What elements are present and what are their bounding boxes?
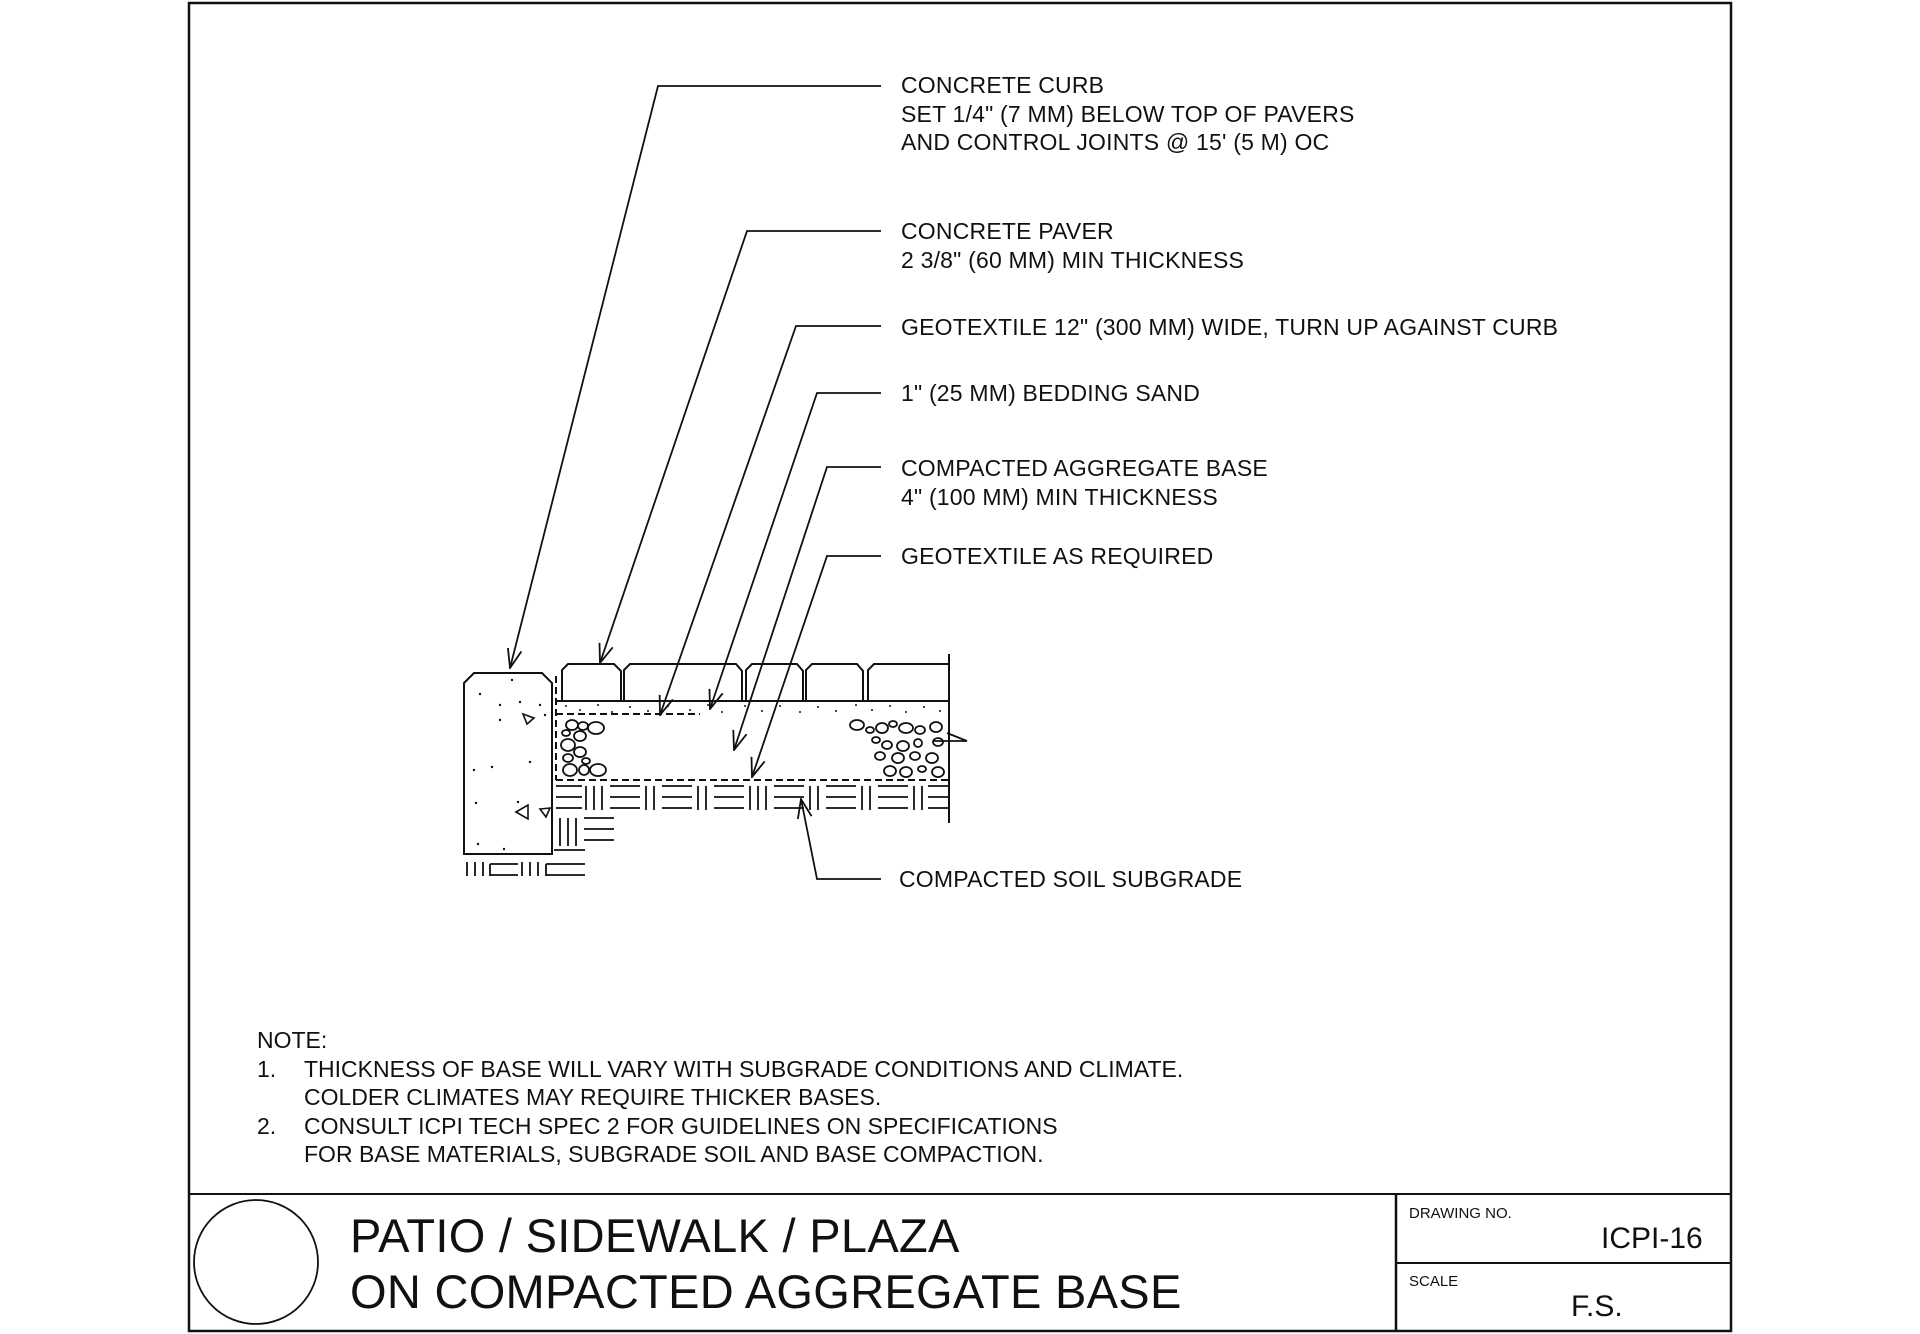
note-line: FOR BASE MATERIALS, SUBGRADE SOIL AND BASE COMPACTION. [304,1141,1044,1167]
callout-line: COMPACTED SOIL SUBGRADE [899,866,1243,892]
callout-bedding-sand [901,379,1200,408]
soil-hatch [467,786,949,876]
note-number: 1. [257,1055,277,1082]
callout-line: 2 3/8" (60 MM) MIN THICKNESS [901,246,1245,273]
scale-value: F.S. [1571,1290,1623,1323]
notes-section [257,1026,1183,1169]
callout-line: CONCRETE PAVER [901,218,1114,244]
leader-concrete-paver [600,231,881,663]
scale-label: SCALE [1409,1273,1459,1290]
drawing-number-value: ICPI-16 [1601,1222,1703,1255]
leader-aggregate-base [734,467,881,750]
note-line: THICKNESS OF BASE WILL VARY WITH SUBGRADE CONDITIONS AND CLIMATE. [304,1055,1184,1082]
leader-concrete-curb [510,86,881,668]
callout-line: CONCRETE CURB [901,72,1105,98]
detail-circle [194,1200,318,1324]
callout-line: GEOTEXTILE 12" (300 MM) WIDE, TURN UP AGAINST CURB [901,314,1559,340]
break-mark [934,733,967,741]
callout-line: SET 1/4" (7 MM) BELOW TOP OF PAVERS [901,100,1355,127]
drawing-title-line-1: PATIO / SIDEWALK / PLAZA [350,1209,960,1262]
bedding-sand-specks [565,704,941,713]
note-line: COLDER CLIMATES MAY REQUIRE THICKER BASES. [304,1084,882,1110]
note-item-2 [257,1112,1183,1169]
callout-concrete-paver [901,217,1244,274]
note-line: CONSULT ICPI TECH SPEC 2 FOR GUIDELINES ON SPECIFICATIONS [304,1112,1058,1139]
callout-soil-subgrade [899,865,1242,894]
curb-aggregate-specks [473,679,546,850]
callout-geotextile-as-required [901,542,1213,571]
callout-line: COMPACTED AGGREGATE BASE [901,455,1268,481]
leader-geotextile-as-required [752,556,881,777]
notes-heading: NOTE: [257,1027,328,1053]
callout-geotextile-12 [901,313,1558,342]
callout-concrete-curb [901,71,1355,157]
callout-line: GEOTEXTILE AS REQUIRED [901,543,1214,569]
callout-aggregate-base [901,454,1268,511]
aggregate-stones [561,720,944,777]
drawing-number-label: DRAWING NO. [1409,1205,1512,1222]
leader-lines [510,86,881,879]
leader-bedding-sand [710,393,881,709]
callout-line: AND CONTROL JOINTS @ 15' (5 M) OC [901,129,1330,155]
drawing-title-line-2: ON COMPACTED AGGREGATE BASE [350,1265,1182,1318]
leader-soil-subgrade [801,799,881,879]
leader-geotextile-12 [660,326,881,715]
callout-line: 4" (100 MM) MIN THICKNESS [901,483,1218,510]
note-item-1 [257,1055,1183,1112]
callout-line: 1" (25 MM) BEDDING SAND [901,380,1201,406]
concrete-curb-shape [464,673,552,854]
pavement-section [464,654,967,876]
note-number: 2. [257,1112,277,1139]
